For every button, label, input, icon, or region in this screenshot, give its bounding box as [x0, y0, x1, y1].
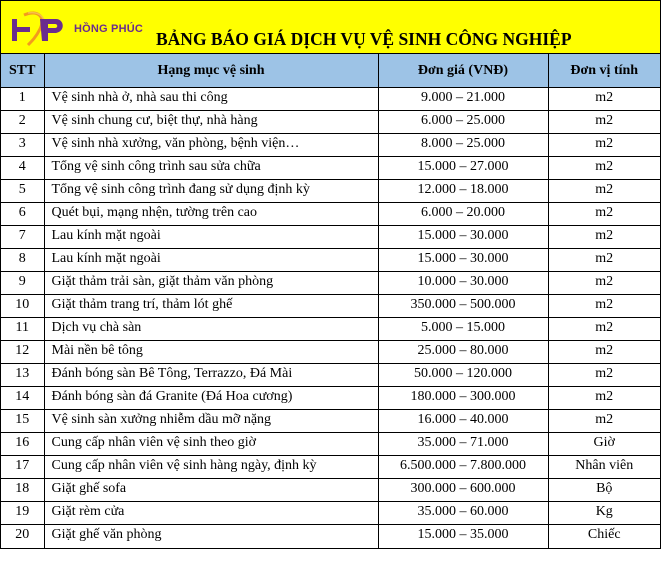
- cell-stt: 17: [1, 456, 44, 479]
- cell-price: 6.500.000 – 7.800.000: [378, 456, 548, 479]
- table-row: [1, 479, 660, 502]
- hong-phuc-logo: [10, 11, 160, 47]
- cell-unit: m2: [548, 88, 660, 111]
- cell-unit: m2: [548, 157, 660, 180]
- page-title: BẢNG BÁO GIÁ DỊCH VỤ VỆ SINH CÔNG NGHIỆP: [156, 29, 572, 49]
- cell-unit: m2: [548, 318, 660, 341]
- price-table: [1, 54, 660, 548]
- brand-name: HỒNG PHÚC: [74, 23, 144, 35]
- cell-stt: 15: [1, 410, 44, 433]
- table-header-row: [1, 54, 660, 88]
- cell-unit: Giờ: [548, 433, 660, 456]
- cell-item: Vệ sinh nhà xưởng, văn phòng, bệnh viện…: [44, 134, 378, 157]
- cell-stt: 6: [1, 203, 44, 226]
- table-row: [1, 341, 660, 364]
- header-item: Hạng mục vệ sinh: [44, 54, 378, 88]
- header-price: Đơn giá (VNĐ): [378, 54, 548, 88]
- cell-price: 6.000 – 25.000: [378, 111, 548, 134]
- cell-price: 15.000 – 30.000: [378, 249, 548, 272]
- table-row: [1, 272, 660, 295]
- cell-stt: 2: [1, 111, 44, 134]
- cell-stt: 7: [1, 226, 44, 249]
- cell-item: Lau kính mặt ngoài: [44, 249, 378, 272]
- cell-price: 8.000 – 25.000: [378, 134, 548, 157]
- table-row: [1, 410, 660, 433]
- cell-stt: 8: [1, 249, 44, 272]
- cell-price: 15.000 – 27.000: [378, 157, 548, 180]
- cell-unit: Kg: [548, 502, 660, 525]
- hp-logo-mark-icon: [10, 11, 74, 47]
- cell-price: 350.000 – 500.000: [378, 295, 548, 318]
- cell-stt: 13: [1, 364, 44, 387]
- cell-stt: 20: [1, 525, 44, 548]
- table-row: [1, 502, 660, 525]
- cell-item: Cung cấp nhân viên vệ sinh theo giờ: [44, 433, 378, 456]
- cell-unit: Nhân viên: [548, 456, 660, 479]
- table-row: [1, 433, 660, 456]
- cell-price: 10.000 – 30.000: [378, 272, 548, 295]
- cell-stt: 16: [1, 433, 44, 456]
- cell-price: 12.000 – 18.000: [378, 180, 548, 203]
- cell-unit: Bộ: [548, 479, 660, 502]
- cell-price: 5.000 – 15.000: [378, 318, 548, 341]
- header-unit: Đơn vị tính: [548, 54, 660, 88]
- cell-item: Mài nền bê tông: [44, 341, 378, 364]
- cell-unit: m2: [548, 180, 660, 203]
- cell-price: 35.000 – 71.000: [378, 433, 548, 456]
- cell-price: 9.000 – 21.000: [378, 88, 548, 111]
- cell-item: Vệ sinh sàn xưởng nhiễm dầu mỡ nặng: [44, 410, 378, 433]
- table-row: [1, 364, 660, 387]
- cell-price: 25.000 – 80.000: [378, 341, 548, 364]
- cell-item: Giặt thảm trải sàn, giặt thảm văn phòng: [44, 272, 378, 295]
- cell-unit: m2: [548, 272, 660, 295]
- cell-item: Đánh bóng sàn đá Granite (Đá Hoa cương): [44, 387, 378, 410]
- table-row: [1, 111, 660, 134]
- table-row: [1, 295, 660, 318]
- cell-price: 50.000 – 120.000: [378, 364, 548, 387]
- table-row: [1, 456, 660, 479]
- cell-item: Vệ sinh nhà ở, nhà sau thi công: [44, 88, 378, 111]
- cell-stt: 9: [1, 272, 44, 295]
- table-row: [1, 157, 660, 180]
- cell-unit: m2: [548, 134, 660, 157]
- table-row: [1, 525, 660, 548]
- cell-item: Tổng vệ sinh công trình sau sửa chữa: [44, 157, 378, 180]
- table-row: [1, 88, 660, 111]
- cell-stt: 12: [1, 341, 44, 364]
- cell-item: Vệ sinh chung cư, biệt thự, nhà hàng: [44, 111, 378, 134]
- cell-price: 15.000 – 35.000: [378, 525, 548, 548]
- table-row: [1, 134, 660, 157]
- cell-price: 6.000 – 20.000: [378, 203, 548, 226]
- cell-price: 15.000 – 30.000: [378, 226, 548, 249]
- cell-unit: m2: [548, 226, 660, 249]
- cell-item: Giặt rèm cửa: [44, 502, 378, 525]
- cell-unit: m2: [548, 249, 660, 272]
- table-row: [1, 249, 660, 272]
- cell-item: Giặt ghế văn phòng: [44, 525, 378, 548]
- cell-item: Dịch vụ chà sàn: [44, 318, 378, 341]
- cell-stt: 3: [1, 134, 44, 157]
- cell-unit: m2: [548, 341, 660, 364]
- cell-stt: 4: [1, 157, 44, 180]
- cell-stt: 11: [1, 318, 44, 341]
- cell-item: Đánh bóng sàn Bê Tông, Terrazzo, Đá Mài: [44, 364, 378, 387]
- cell-unit: m2: [548, 410, 660, 433]
- cell-item: Cung cấp nhân viên vệ sinh hàng ngày, định kỳ: [44, 456, 378, 479]
- table-row: [1, 226, 660, 249]
- cell-stt: 5: [1, 180, 44, 203]
- cell-stt: 19: [1, 502, 44, 525]
- cell-item: Quét bụi, mạng nhện, tường trên cao: [44, 203, 378, 226]
- cell-unit: m2: [548, 364, 660, 387]
- cell-price: 300.000 – 600.000: [378, 479, 548, 502]
- cell-stt: 1: [1, 88, 44, 111]
- cell-unit: Chiếc: [548, 525, 660, 548]
- table-row: [1, 387, 660, 410]
- title-banner: [1, 1, 660, 54]
- cell-item: Tổng vệ sinh công trình đang sử dụng định kỳ: [44, 180, 378, 203]
- cell-item: Giặt ghế sofa: [44, 479, 378, 502]
- cell-unit: m2: [548, 111, 660, 134]
- table-row: [1, 180, 660, 203]
- header-stt: STT: [1, 54, 44, 88]
- table-row: [1, 203, 660, 226]
- cell-unit: m2: [548, 295, 660, 318]
- cell-price: 180.000 – 300.000: [378, 387, 548, 410]
- cell-item: Lau kính mặt ngoài: [44, 226, 378, 249]
- cell-unit: m2: [548, 387, 660, 410]
- cell-unit: m2: [548, 203, 660, 226]
- cell-stt: 18: [1, 479, 44, 502]
- cell-stt: 10: [1, 295, 44, 318]
- table-row: [1, 318, 660, 341]
- cell-stt: 14: [1, 387, 44, 410]
- cell-price: 35.000 – 60.000: [378, 502, 548, 525]
- cell-price: 16.000 – 40.000: [378, 410, 548, 433]
- cell-item: Giặt thảm trang trí, thảm lót ghế: [44, 295, 378, 318]
